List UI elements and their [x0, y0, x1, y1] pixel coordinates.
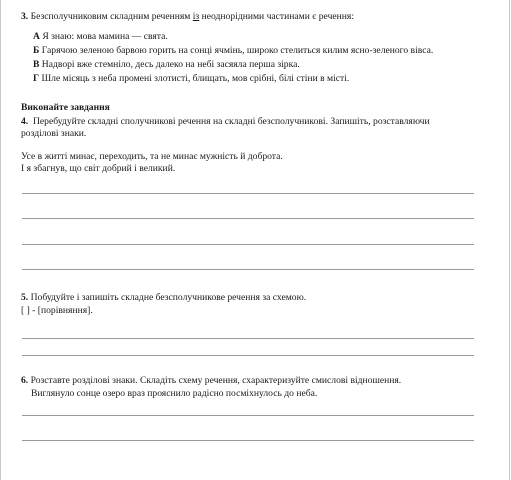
task-6-sentence: Виглянуло сонце озеро враз прояснило радісно посміхнулось до неба.	[31, 388, 318, 399]
task-3-underlined-word: із	[192, 11, 200, 22]
task-6-number: 6.	[21, 375, 29, 386]
option-letter: Г	[33, 73, 40, 84]
answer-line[interactable]	[22, 440, 474, 441]
option-text: Надворі вже стемніло, десь далеко на небі засяяла перша зірка.	[39, 59, 300, 70]
answer-line[interactable]	[22, 269, 474, 270]
option-letter: А	[33, 31, 40, 42]
answer-line[interactable]	[22, 193, 474, 194]
option-text: Шле місяць з неба промені злотисті, блищать, мов срібні, білі стіни в місті.	[39, 73, 350, 84]
task-4-text-line1: Перебудуйте складні сполучникові речення на складні безсполучникові. Запишіть, розставляючи	[33, 116, 430, 127]
task-3-option-d	[33, 73, 349, 85]
task-3-text-a: Безсполучниковим складним реченням	[28, 11, 193, 22]
option-letter: Б	[33, 45, 40, 56]
task-3-text-b: неоднорідними частинами є речення:	[199, 11, 354, 22]
task-3-number: 3.	[21, 11, 29, 22]
task-4-prompt-line1	[21, 116, 430, 128]
task-3-prompt	[21, 11, 354, 23]
task-4-sentence-2: І я збагнув, що світ добрий і великий.	[21, 163, 176, 174]
answer-line[interactable]	[22, 218, 474, 219]
task-3-option-b	[33, 45, 433, 57]
answer-line[interactable]	[22, 338, 474, 339]
task-6-text: Розставте розділові знаки. Складіть схему речення, схарактеризуйте смислові відношення.	[28, 375, 402, 386]
option-letter: В	[33, 59, 40, 70]
answer-line[interactable]	[22, 244, 474, 245]
task-5-scheme: [ ] - [порівняння].	[21, 305, 93, 316]
page-border-left	[0, 0, 1, 480]
section-title: Виконайте завдання	[21, 102, 110, 113]
task-4-number: 4.	[21, 116, 29, 127]
task-4-sentence-1: Усе в житті минає, переходить, та не минає мужність й доброта.	[21, 151, 283, 162]
task-5-prompt	[21, 292, 306, 304]
task-3-option-c	[33, 59, 300, 71]
option-text: Я знаю: мова мамина — свята.	[39, 31, 168, 42]
task-6-prompt	[21, 375, 401, 387]
task-5-number: 5.	[21, 292, 29, 303]
answer-line[interactable]	[22, 415, 474, 416]
page-border-right	[509, 0, 510, 480]
option-text: Гарячою зеленою барвою горить на сонці ячмінь, широко стелиться килим ясно-зеленого вівса.	[39, 45, 434, 56]
task-5-text: Побудуйте і запишіть складне безсполучникове речення за схемою.	[28, 292, 307, 303]
task-4-prompt-line2: розділові знаки.	[21, 128, 87, 139]
task-3-option-a	[33, 31, 168, 43]
answer-line[interactable]	[22, 355, 474, 356]
